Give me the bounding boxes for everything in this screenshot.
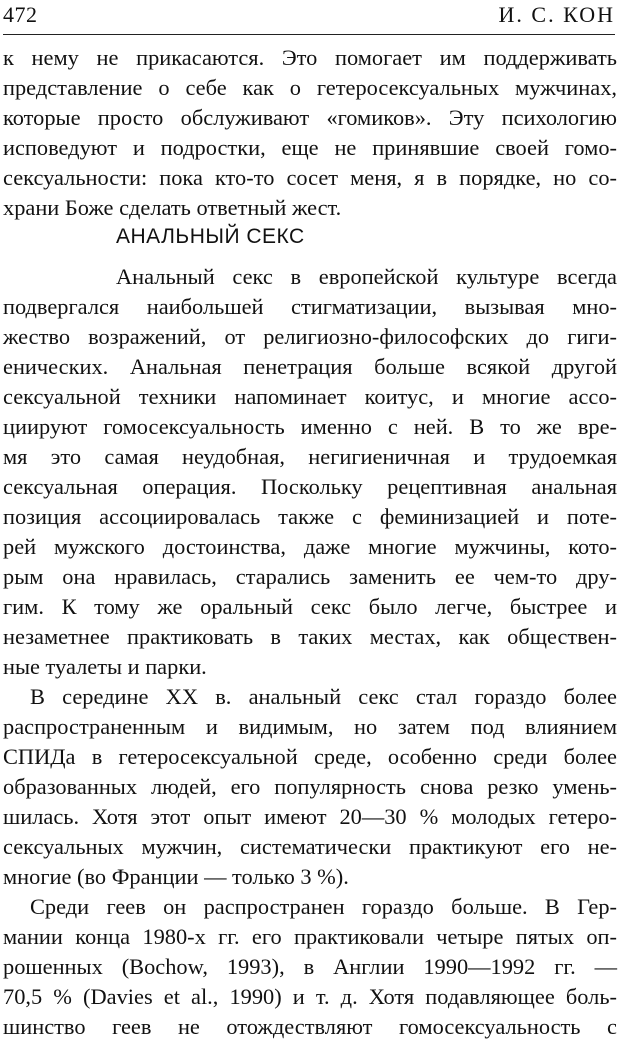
text-line: сексуальных мужчин, систематически практикуют его не- xyxy=(3,834,617,859)
text-line: 70,5 % (Davies et al., 1990) и т. д. Хотя подавляющее боль- xyxy=(3,984,617,1009)
text-line: шинство геев не отождествляют гомосексуальность с xyxy=(3,1014,617,1039)
paragraph-first-line: Среди геев он распространен гораздо больше. В Гер- xyxy=(30,894,617,919)
running-head: И. С. КОН xyxy=(498,2,615,27)
text-line: незаметнее практиковать в таких местах, как обществен- xyxy=(3,624,617,649)
text-line: СПИДа в гетеросексуальной среде, особенно среди более xyxy=(3,744,617,769)
text-line: к нему не прикасаются. Это помогает им поддерживать xyxy=(3,45,617,70)
text-line: гим. К тому же оральный секс было легче, быстрее и xyxy=(3,594,617,619)
page-number: 472 xyxy=(3,2,38,27)
text-line: представление о себе как о гетеросексуальных мужчинах, xyxy=(3,75,617,100)
text-line: сексуальная операция. Поскольку рецептивная анальная xyxy=(3,474,617,499)
text-line: которые просто обслуживают «гомиков». Эту психологию xyxy=(3,105,617,130)
text-line: жество возражений, от религиозно-философских до гиги- xyxy=(3,324,617,349)
header-rule xyxy=(3,34,615,35)
text-line: сексуальности: пока кто-то сосет меня, я в порядке, но со- xyxy=(3,165,617,190)
text-line: рым она нравилась, старались заменить ее чем-то дру- xyxy=(3,564,617,589)
text-line: храни Боже сделать ответный жест. xyxy=(3,195,342,220)
page-header xyxy=(3,0,615,36)
text-line: шилась. Хотя этот опыт имеют 20—30 % молодых гетеро- xyxy=(3,804,617,829)
section-heading: АНАЛЬНЫЙ СЕКС xyxy=(116,225,305,248)
text-line: ные туалеты и парки. xyxy=(3,654,207,679)
paragraph-first-line: Анальный секс в европейской культуре всегда xyxy=(116,264,617,289)
paragraph-first-line: В середине XX в. анальный секс стал гораздо более xyxy=(30,684,617,709)
text-line: мя это самая неудобная, негигиеничная и трудоемкая xyxy=(3,444,617,469)
text-line: многие (во Франции — только 3 %). xyxy=(3,864,349,889)
text-line: рошенных (Bochow, 1993), в Англии 1990—1992 гг. — xyxy=(3,954,617,979)
text-line: мании конца 1980-х гг. его практиковали четыре пятых оп- xyxy=(3,924,617,949)
text-line: позиция ассоциировалась также с феминизацией и поте- xyxy=(3,504,617,529)
text-line: рей мужского достоинства, даже многие мужчины, кото- xyxy=(3,534,617,559)
text-line: образованных людей, его популярность снова резко умень- xyxy=(3,774,617,799)
text-line: сексуальной техники напоминает коитус, и многие ассо- xyxy=(3,384,617,409)
text-line: распространенным и видимым, но затем под влиянием xyxy=(3,714,617,739)
text-line: подвергался наибольшей стигматизации, вызывая мно- xyxy=(3,294,617,319)
text-line: енических. Анальная пенетрация больше всякой другой xyxy=(3,354,617,379)
text-line: исповедуют и подростки, еще не принявшие своей гомо- xyxy=(3,135,617,160)
text-line: циируют гомосексуальность именно с ней. В то же вре- xyxy=(3,414,617,439)
